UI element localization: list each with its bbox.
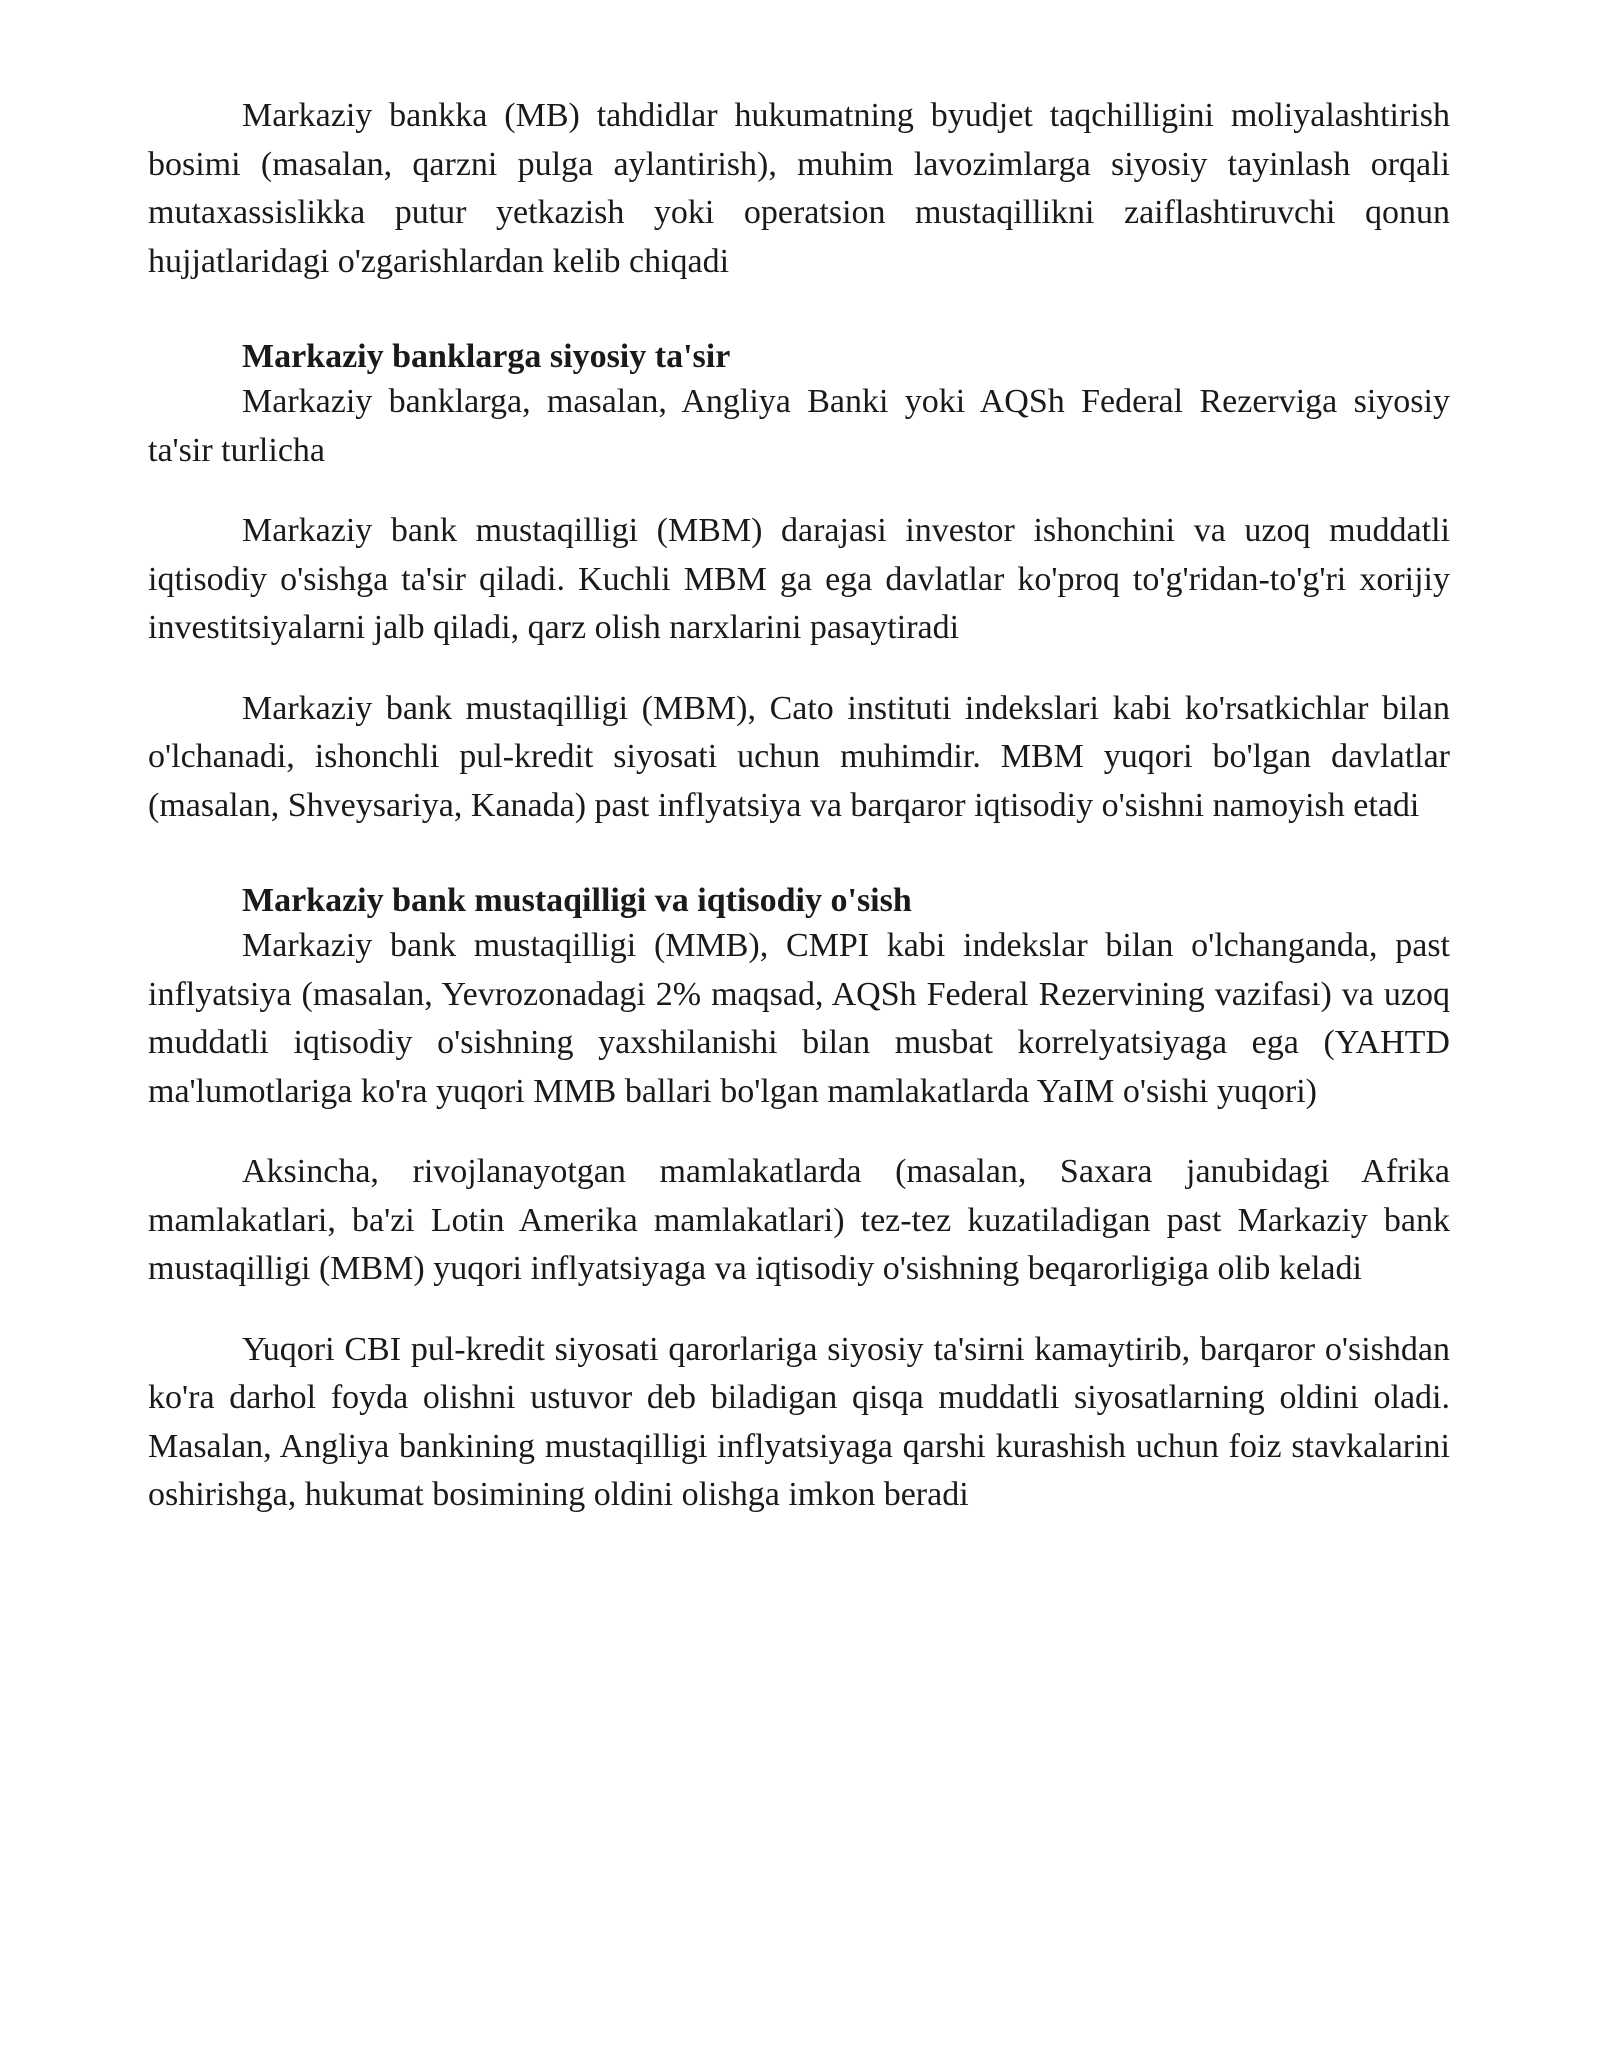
- paragraph: Markaziy bank mustaqilligi (MBM) darajasi investor ishonchini va uzoq muddatli iqtisodiy o'sishga ta'sir qiladi. Kuchli MBM ga ega davlatlar ko'proq to'g'ridan-to'g'ri xorijiy investitsiyalarni jalb qiladi, qarz olish narxlarini pasaytiradi: [148, 512, 1450, 646]
- paragraph: Markaziy bank mustaqilligi (MMB), CMPI kabi indekslar bilan o'lchanganda, past inflyatsiya (masalan, Yevrozonadagi 2% maqsad, AQSh Federal Rezervining vazifasi) va uzoq muddatli iqtisodiy o'sishning yaxshilanishi bilan musbat korrelyatsiyaga ega (YAHTD ma'lumotlariga ko'ra yuqori MMB ballari bo'lgan mamlakatlarda YaIM o'sishi yuqori): [148, 927, 1450, 1110]
- intro-paragraph: Markaziy bankka (MB) tahdidlar hukumatning byudjet taqchilligini moliyalashtirish bosimi (masalan, qarzni pulga aylantirish), muhim lavozimlarga siyosiy tayinlash orqali mutaxassislikka putur yetkazish yoki operatsion mustaqillikni zaiflashtiruvchi qonun hujjatlaridagi o'zgarishlardan kelib chiqadi: [148, 97, 1450, 280]
- section-heading-political-influence: Markaziy banklarga siyosiy ta'sir: [242, 338, 731, 375]
- paragraph: Markaziy banklarga, masalan, Angliya Banki yoki AQSh Federal Rezerviga siyosiy ta'sir turlicha: [148, 383, 1450, 469]
- section-heading-independence-growth: Markaziy bank mustaqilligi va iqtisodiy o'sish: [242, 882, 912, 919]
- paragraph: Markaziy bank mustaqilligi (MBM), Cato instituti indekslari kabi ko'rsatkichlar bilan o'lchanadi, ishonchli pul-kredit siyosati uchun muhimdir. MBM yuqori bo'lgan davlatlar (masalan, Shveysariya, Kanada) past inflyatsiya va barqaror iqtisodiy o'sishni namoyish etadi: [148, 689, 1450, 824]
- paragraph: Yuqori CBI pul-kredit siyosati qarorlariga siyosiy ta'sirni kamaytirib, barqaror o'sishdan ko'ra darhol foyda olishni ustuvor deb biladigan qisqa muddatli siyosatlarning oldini oladi. Masalan, Angliya bankining mustaqilligi inflyatsiyaga qarshi kurashish uchun foiz stavkalarini oshirishga, hukumat bosimining oldini olishga imkon beradi: [148, 1330, 1450, 1513]
- document-page: [148, 92, 1450, 1520]
- paragraph: Aksincha, rivojlanayotgan mamlakatlarda (masalan, Saxara janubidagi Afrika mamlakatlari, ba'zi Lotin Amerika mamlakatlari) tez-tez kuzatiladigan past Markaziy bank mustaqilligi (MBM) yuqori inflyatsiyaga va iqtisodiy o'sishning beqarorligiga olib keladi: [148, 1153, 1450, 1287]
